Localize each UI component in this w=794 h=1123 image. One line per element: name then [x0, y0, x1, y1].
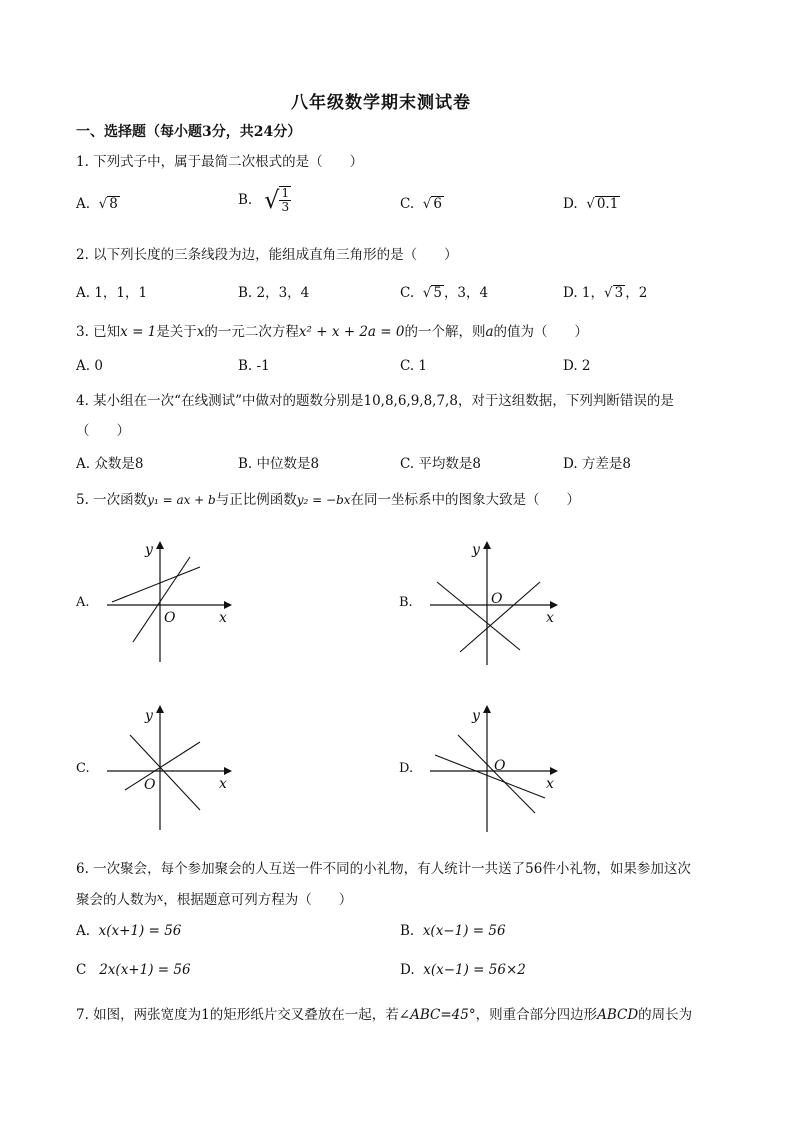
q5-graph-c-label: C.: [76, 761, 90, 776]
q3-option-a[interactable]: A. 0: [76, 358, 103, 374]
q3-stem-mid: 是关于: [156, 324, 197, 340]
q2-option-d-prefix: D. 1，: [563, 285, 605, 301]
q2-option-a[interactable]: A. 1，1，1: [76, 285, 148, 301]
q5-graph-b-line-1: [437, 582, 520, 650]
q5-graph-c[interactable]: [76, 707, 230, 830]
q6-option-b-eq: x(x−1) = 56: [422, 923, 506, 939]
q3-option-d[interactable]: D. 2: [563, 358, 591, 374]
q3-stem-var2: a: [485, 324, 494, 340]
q5-graph-a-y-label: y: [145, 542, 153, 558]
q1-option-c[interactable]: C. √ 6: [400, 196, 442, 212]
q6-option-c-label: C: [76, 962, 87, 978]
q5-graph-c-origin: O: [144, 777, 156, 793]
q2-option-b[interactable]: B. 2，3，4: [238, 285, 310, 301]
q5-graph-b-y-label: y: [472, 542, 480, 558]
q5-graphs: [0, 530, 794, 850]
q7-stem-pre: 7. 如图，两张宽度为1的矩形纸片交叉叠放在一起，若: [76, 1007, 399, 1023]
q5-graph-c-line-1: [130, 735, 200, 810]
q2-option-c-radicand: 5: [433, 285, 442, 301]
q1-option-c-radicand: 6: [433, 196, 442, 212]
q5-graph-b-x-label: x: [546, 610, 554, 626]
q3-stem-mid2: 的一元二次方程: [204, 324, 299, 340]
q3-stem-end: 的值为（ ）: [493, 324, 589, 340]
q4-option-b[interactable]: B. 中位数是8: [238, 456, 320, 472]
q5-graph-a-x-label: x: [219, 610, 227, 626]
q3-stem-pre: 3. 已知: [76, 324, 121, 340]
q3-option-c[interactable]: C. 1: [400, 358, 428, 374]
q5-graph-a-line-1: [112, 567, 200, 602]
q7-stem-quad: ABCD: [597, 1007, 639, 1023]
q1-option-a-label: A.: [76, 196, 91, 212]
q5-graph-b[interactable]: [399, 542, 556, 665]
q5-stem-f1: y₁ = ax + b: [147, 493, 216, 507]
q5-graph-d-y-label: y: [472, 708, 480, 724]
question-2-stem: 2. 以下列长度的三条线段为边，能组成直角三角形的是（ ）: [76, 247, 458, 263]
q4-option-d[interactable]: D. 方差是8: [563, 456, 632, 472]
q3-option-b[interactable]: B. -1: [238, 358, 270, 374]
q5-graph-d-label: D.: [399, 761, 414, 776]
q2-option-d-radicand: 3: [614, 285, 624, 301]
q5-graph-a-origin: O: [164, 610, 176, 626]
q1-option-b-numerator: 1: [281, 186, 290, 201]
q7-stem-end: 的周长为: [638, 1007, 693, 1023]
q6-option-c[interactable]: [76, 962, 191, 978]
q1-option-b-label: B.: [238, 192, 253, 208]
question-4-stem-line-1: 4. 某小组在一次“在线测试”中做对的题数分别是10,8,6,9,8,7,8，对于这组数据，下列判断错误的是: [76, 393, 674, 409]
question-6-stem-line-2: [76, 888, 352, 908]
q6-option-b-label: B.: [400, 923, 415, 939]
q5-graph-b-origin: O: [491, 591, 503, 607]
q5-graph-d-x-label: x: [546, 776, 554, 792]
q1-option-d-label: D.: [563, 196, 578, 212]
q1-option-d-radicand: 0.1: [596, 196, 619, 212]
q6-option-a-eq: x(x+1) = 56: [98, 923, 182, 939]
q5-graph-b-label: B.: [399, 595, 413, 610]
section-heading: 一、选择题（每小题3分，共24分）: [76, 124, 302, 140]
q5-graph-d-line-1: [435, 755, 545, 798]
q6-option-d-label: D.: [400, 962, 415, 978]
q1-option-b-fraction: [279, 186, 291, 213]
q2-option-c[interactable]: C. √ 5 ，3，4: [400, 285, 489, 301]
q3-stem-var: x: [196, 324, 205, 340]
q5-graph-a-label: A.: [76, 595, 90, 610]
q5-stem-mid: 与正比例函数: [215, 492, 297, 508]
q6-option-b[interactable]: [400, 923, 506, 939]
q5-graph-a[interactable]: [75, 542, 230, 662]
question-4-stem-line-2: （ ）: [76, 423, 130, 439]
q4-option-c[interactable]: C. 平均数是8: [400, 456, 482, 472]
q6-option-a-label: A.: [76, 923, 91, 939]
q6-option-a[interactable]: [76, 923, 181, 939]
q5-graph-a-line-2: [133, 557, 190, 642]
q3-stem-eq: x = 1: [120, 324, 157, 340]
q2-option-c-rest: ，3，4: [443, 285, 489, 301]
page-title: 八年级数学期末测试卷: [291, 93, 471, 113]
question-5-stem: [76, 488, 580, 508]
q7-stem-angle: ∠ABC=45°: [398, 1007, 476, 1023]
q6-option-c-eq: 2x(x+1) = 56: [99, 962, 191, 978]
q5-graph-c-y-label: y: [145, 708, 153, 724]
q2-option-d[interactable]: D. 1，√ 3 ，2: [563, 285, 648, 301]
q5-stem-end: 在同一坐标系中的图象大致是（ ）: [350, 492, 581, 508]
q1-option-a-radicand: 8: [109, 196, 118, 212]
question-6-stem-line-1: 6. 一次聚会，每个参加聚会的人互送一件不同的小礼物，有人统计一共送了56件小礼物，如果参加这次: [76, 861, 691, 877]
q4-option-a[interactable]: A. 众数是8: [76, 456, 144, 472]
q3-stem-eq2: x² + x + 2a = 0: [298, 324, 405, 340]
q5-stem-pre: 5. 一次函数: [76, 492, 148, 508]
q1-option-b[interactable]: B. √ $\frac{1}{3}$: [238, 186, 290, 214]
q3-stem-mid3: 的一个解，则: [404, 324, 486, 340]
q5-graph-d[interactable]: [399, 707, 556, 832]
q5-stem-f2: y₂ = −bx: [296, 493, 351, 507]
q2-option-d-rest: ，2: [625, 285, 648, 301]
q5-graph-c-x-label: x: [219, 776, 227, 792]
q5-graph-c-line-2: [125, 742, 200, 790]
q7-stem-mid: ，则重合部分四边形: [475, 1007, 598, 1023]
question-7-stem: [76, 1003, 692, 1023]
question-3-stem: [76, 320, 588, 340]
q1-option-d[interactable]: D. √ 0.1: [563, 196, 619, 212]
q5-graph-d-line-2: [458, 735, 535, 813]
question-1-stem: 1. 下列式子中，属于最简二次根式的是（ ）: [76, 154, 364, 170]
q6-stem-line-2-pre: 聚会的人数为: [76, 892, 157, 908]
q6-option-d-eq: x(x−1) = 56×2: [423, 962, 526, 978]
q5-graph-d-origin: O: [494, 758, 506, 774]
q2-option-c-label: C.: [400, 285, 415, 301]
q1-option-a[interactable]: A. √ 8: [76, 196, 118, 212]
q6-stem-line-2-end: ，根据题意可列方程为（ ）: [163, 892, 353, 908]
q1-option-b-denominator: 3: [281, 200, 290, 214]
q1-option-c-label: C.: [400, 196, 415, 212]
q6-stem-var: x: [157, 891, 164, 904]
q6-option-d[interactable]: [400, 962, 526, 978]
